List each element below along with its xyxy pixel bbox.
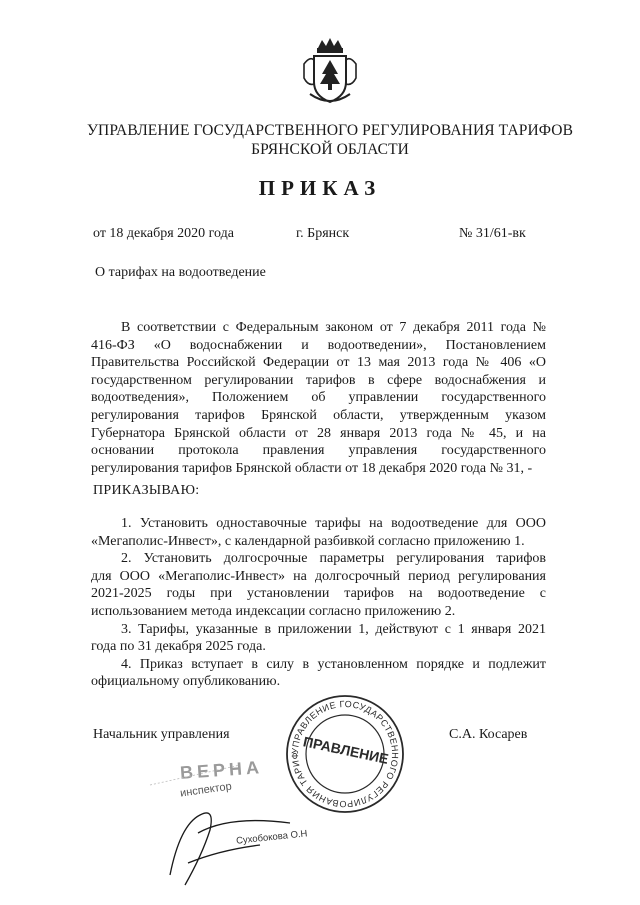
document-date: от 18 декабря 2020 года bbox=[93, 226, 234, 241]
preamble-line: Губернатора Брянской области от 28 января 2013 года № 45, и на bbox=[91, 425, 546, 441]
org-name-line-1: УПРАВЛЕНИЕ ГОСУДАРСТВЕННОГО РЕГУЛИРОВАНИЯ ТАРИФОВ bbox=[86, 122, 574, 139]
item-line: 2. Установить долгосрочные параметры регулирования тарифов bbox=[121, 551, 546, 567]
preamble-line: регулирования тарифов Брянской области, утвержденным указом bbox=[91, 407, 546, 423]
stamp-center-text: ПРАВЛЕНИЕ bbox=[301, 733, 390, 767]
preamble-line: водоотведения», Положением об управлении государственного bbox=[91, 390, 546, 406]
stamp-ring-text: УПРАВЛЕНИЕ ГОСУДАРСТВЕННОГО РЕГУЛИРОВАНИЯ ТАРИФ bbox=[289, 698, 401, 810]
coat-of-arms-icon bbox=[300, 34, 360, 106]
preamble-line: 416-ФЗ «О водоснабжении и водоотведении», Постановлением bbox=[91, 337, 546, 353]
item-line: 4. Приказ вступает в силу в установленном порядке и подлежит bbox=[121, 656, 546, 672]
org-name-line-2: БРЯНСКОЙ ОБЛАСТИ bbox=[251, 141, 409, 158]
item-line: «Мегаполис-Инвест», с календарной разбивкой согласно приложению 1. bbox=[91, 533, 525, 549]
preamble-line: В соответствии с Федеральным законом от 7 декабря 2011 года № bbox=[121, 320, 546, 335]
document-title: ПРИКАЗ bbox=[258, 176, 382, 200]
copy-mark-inspector: инспектор bbox=[179, 780, 233, 800]
signatory-position: Начальник управления bbox=[93, 727, 230, 742]
preamble-line: Правительства Российской Федерации от 13 мая 2013 года № 406 «О bbox=[91, 355, 546, 371]
item-line: 2021-2025 годы при установлении тарифов на водоотведение с bbox=[91, 586, 546, 602]
preamble bbox=[91, 319, 546, 477]
document-subject: О тарифах на водоотведение bbox=[95, 265, 266, 280]
command-heading: ПРИКАЗЫВАЮ: bbox=[93, 483, 200, 498]
copy-mark-verna: ВЕРНА bbox=[179, 757, 264, 783]
handwritten-signature bbox=[140, 745, 340, 895]
item-line: использованием метода индексации согласно приложению 2. bbox=[91, 603, 456, 619]
document-city: г. Брянск bbox=[296, 226, 350, 241]
copy-mark-name: Сухобокова О.Н bbox=[235, 828, 308, 847]
signatory-name: С.А. Косарев bbox=[449, 727, 528, 742]
preamble-line: государственном регулировании тарифов в сфере водоснабжения и bbox=[91, 372, 546, 388]
item-line: 3. Тарифы, указанные в приложении 1, действуют с 1 января 2021 bbox=[121, 621, 546, 637]
preamble-line: основании протокола правления управления государственного bbox=[91, 443, 546, 459]
preamble-line: регулирования тарифов Брянской области от 18 декабря 2020 года № 31, - bbox=[91, 460, 533, 476]
order-items bbox=[91, 515, 546, 691]
item-line: 1. Установить одноставочные тарифы на водоотведение для ООО bbox=[121, 516, 546, 531]
item-line: для ООО «Мегаполис-Инвест» на долгосрочный период регулирования bbox=[91, 568, 546, 584]
item-line: года по 31 декабря 2025 года. bbox=[91, 639, 266, 655]
document-number: № 31/61-вк bbox=[459, 226, 526, 241]
item-line: официальному опубликованию. bbox=[91, 674, 281, 690]
